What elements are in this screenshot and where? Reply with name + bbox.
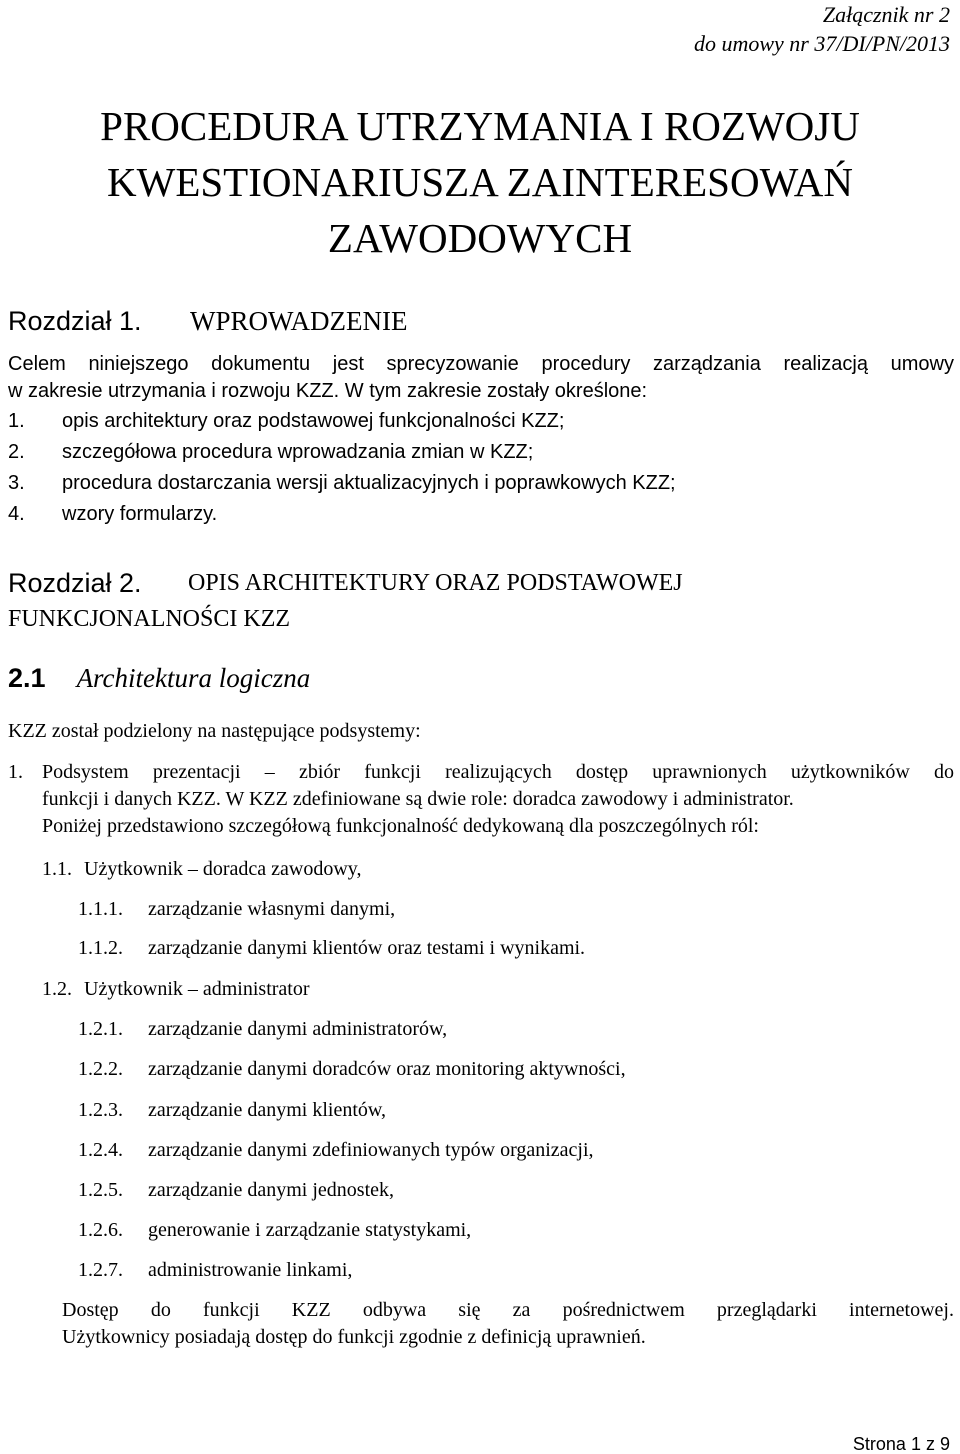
role-item-text: zarządzanie danymi administratorów,	[148, 1018, 448, 1040]
role-number: 1.2.	[42, 978, 72, 1000]
list-text: wzory formularzy.	[62, 503, 218, 525]
page-current: 1	[910, 1434, 921, 1454]
section-2-1-heading	[8, 661, 310, 695]
role-item-text: zarządzanie danymi zdefiniowanych typów organizacji,	[148, 1139, 594, 1161]
chapter-1-number: Rozdział 1.	[8, 306, 142, 336]
page-separator: z	[925, 1434, 935, 1454]
chapter-2-number: Rozdział 2.	[8, 568, 142, 598]
list-text: procedura dostarczania wersji aktualizacyjnych i poprawkowych KZZ;	[62, 472, 676, 494]
role-item-text: generowanie i zarządzanie statystykami,	[148, 1219, 472, 1241]
list-number: 3.	[8, 472, 25, 494]
closing-line-2: Użytkownicy posiadają dostęp do funkcji zgodnie z definicją uprawnień.	[62, 1326, 646, 1348]
page-total: 9	[939, 1434, 950, 1454]
subsystem-item-text	[42, 759, 954, 840]
role-item-text: zarządzanie danymi jednostek,	[148, 1179, 394, 1201]
role-item-number: 1.1.2.	[78, 937, 123, 959]
role-item-number: 1.2.6.	[78, 1219, 123, 1241]
page-label: Strona	[852, 1434, 906, 1454]
subsystem-line-2: funkcji i danych KZZ. W KZZ zdefiniowane są dwie role: doradca zawodowy i administrator.	[42, 788, 794, 810]
role-number: 1.1.	[42, 858, 72, 880]
role-item-number: 1.2.5.	[78, 1179, 123, 1201]
role-item-text: zarządzanie danymi klientów,	[148, 1099, 387, 1121]
subsystem-line-1: Podsystem prezentacji – zbiór funkcji realizujących dostęp uprawnionych użytkowników do	[42, 761, 954, 783]
attachment-line-1: Załącznik nr 2	[822, 2, 950, 27]
role-item-number: 1.2.4.	[78, 1139, 123, 1161]
section-title: Architektura logiczna	[76, 663, 311, 693]
document-title-line-1: PROCEDURA UTRZYMANIA I ROZWOJU	[100, 103, 860, 149]
list-text: szczegółowa procedura wprowadzania zmian w KZZ;	[62, 441, 534, 463]
attachment-note	[694, 0, 950, 58]
list-number: 2.	[8, 441, 25, 463]
list-number: 4.	[8, 503, 25, 525]
chapter-1-intro	[8, 351, 954, 405]
intro-line-2: w zakresie utrzymania i rozwoju KZZ. W tym zakresie zostały określone:	[8, 380, 648, 402]
chapter-2-title-line-1: OPIS ARCHITEKTURY ORAZ PODSTAWOWEJ	[188, 570, 683, 596]
role-text: Użytkownik – administrator	[84, 978, 310, 1000]
chapter-2-title-line-2: FUNKCJONALNOŚCI KZZ	[8, 606, 291, 632]
closing-paragraph	[62, 1297, 954, 1351]
section-number: 2.1	[8, 663, 46, 693]
chapter-2-intro: KZZ został podzielony na następujące podsystemy:	[8, 720, 421, 742]
role-item-number: 1.2.2.	[78, 1058, 123, 1080]
document-title	[0, 98, 960, 266]
role-text: Użytkownik – doradca zawodowy,	[84, 858, 362, 880]
subsystem-item-number: 1.	[8, 761, 23, 783]
role-item-text: administrowanie linkami,	[148, 1259, 353, 1281]
role-item-number: 1.2.1.	[78, 1018, 123, 1040]
chapter-1-title: WPROWADZENIE	[190, 306, 408, 336]
role-item-number: 1.2.7.	[78, 1259, 123, 1281]
role-item-text: zarządzanie danymi klientów oraz testami i wynikami.	[148, 937, 586, 959]
list-number: 1.	[8, 410, 25, 432]
intro-line-1: Celem niniejszego dokumentu jest sprecyzowanie procedury zarządzania realizacją umowy	[8, 353, 954, 375]
role-item-text: zarządzanie danymi doradców oraz monitoring aktywności,	[148, 1058, 626, 1080]
document-title-line-2: KWESTIONARIUSZA ZAINTERESOWAŃ	[107, 159, 853, 205]
subsystem-line-3: Poniżej przedstawiono szczegółową funkcjonalność dedykowaną dla poszczególnych ról:	[42, 815, 759, 837]
closing-line-1: Dostęp do funkcji KZZ odbywa się za pośrednictwem przeglądarki internetowej.	[62, 1299, 954, 1321]
list-text: opis architektury oraz podstawowej funkcjonalności KZZ;	[62, 410, 565, 432]
role-item-number: 1.1.1.	[78, 898, 123, 920]
page-number	[853, 1434, 950, 1454]
role-item-number: 1.2.3.	[78, 1099, 123, 1121]
document-title-line-3: ZAWODOWYCH	[327, 215, 633, 261]
role-item-text: zarządzanie własnymi danymi,	[148, 898, 396, 920]
attachment-line-2: do umowy nr 37/DI/PN/2013	[693, 31, 950, 56]
